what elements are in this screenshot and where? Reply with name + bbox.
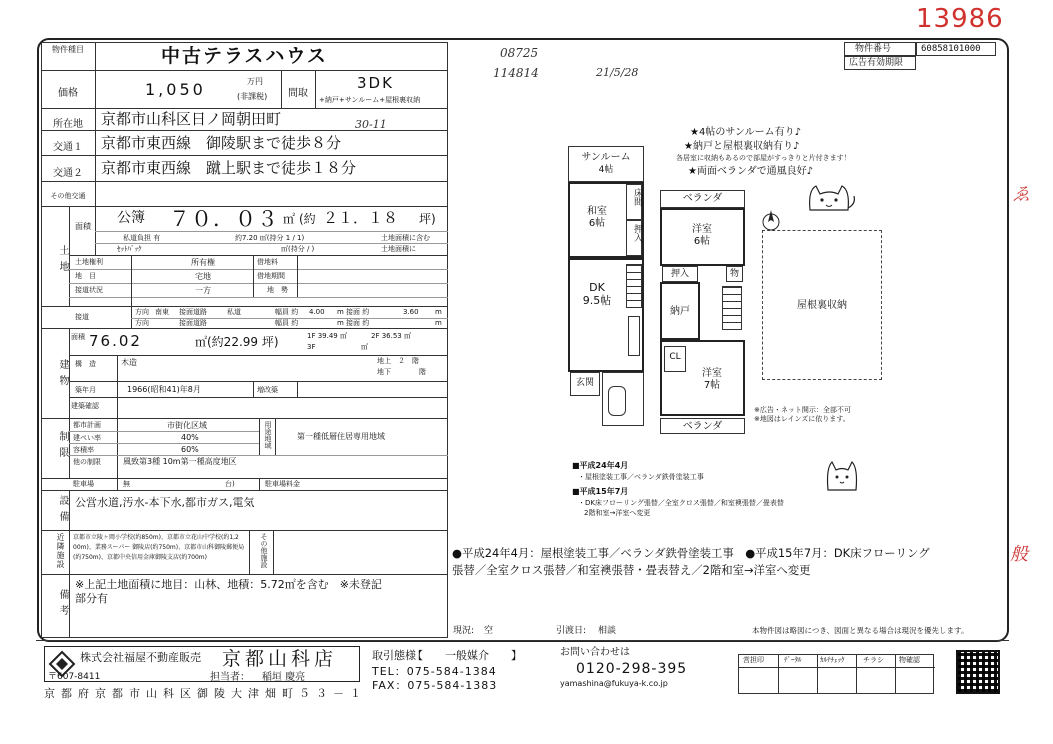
storage-small-label: 物 <box>729 269 739 279</box>
private-road: 私道負担 有 <box>123 234 161 242</box>
rep-label: 担当者： <box>210 672 250 683</box>
handover-value: 相談 <box>598 626 617 636</box>
road1-front-unit: m <box>435 308 442 316</box>
facilities-row <box>41 491 448 531</box>
building-floor-1: 1F 39.49 ㎡ <box>307 332 347 340</box>
remarks-label: 備考 <box>57 589 68 621</box>
yoshitsu-1-label <box>680 224 724 247</box>
road-condition: 一方 <box>195 286 211 295</box>
property-table <box>41 42 448 638</box>
parking-fee-label: 駐車場料金 <box>265 480 300 488</box>
zone-label: 用途地域 <box>264 421 272 449</box>
road1-type-label: 接面道路 <box>179 308 207 316</box>
city-plan-value: 市街化区域 <box>167 421 207 430</box>
remarks-line-1: ※上記土地面積に地目：山林、地積：5.72㎡を含む ※未登記 <box>75 578 382 591</box>
road-condition-label: 接道状況 <box>75 286 103 294</box>
row-location <box>41 109 448 131</box>
reform-2012-items: ・屋根塗装工事／ベランダ鉄骨塗装工事 <box>578 473 704 481</box>
sunroom-name: サンルーム <box>581 152 631 163</box>
current-status: 空 <box>484 626 494 636</box>
road1-type: 私道 <box>227 308 241 316</box>
road2-width-label: 幅員 約 <box>275 319 299 327</box>
floors-above: 地上 ２ 階 <box>377 357 419 365</box>
yoshitsu-1-name: 洋室 <box>692 224 712 235</box>
handwritten-code-2: 114814 <box>493 66 539 80</box>
road1-dir: 南東 <box>155 308 169 316</box>
far-label: 容積率 <box>73 446 94 454</box>
stamp-grid <box>738 654 934 694</box>
building-floor-3-unit: ㎡ <box>361 343 368 351</box>
handover-label: 引渡日: <box>556 626 587 636</box>
land-category: 宅地 <box>195 272 211 281</box>
coverage-label: 建ぺい率 <box>73 434 101 442</box>
feature-1: ★4帖のサンルーム有り♪ <box>690 127 801 138</box>
compass-icon <box>760 208 782 232</box>
sunroom-label <box>568 152 644 175</box>
ad-period-label: 広告有効期限 <box>849 58 904 68</box>
structure-label: 構 造 <box>75 360 96 368</box>
building-area-value: 76.02 <box>89 332 142 350</box>
coverage-value: 40% <box>181 433 199 442</box>
building-section <box>41 329 448 419</box>
traffic-1-label: 交通１ <box>53 142 83 153</box>
road2-type-label: 接面道路 <box>179 319 207 327</box>
price-value: 1,050 <box>145 80 206 99</box>
restrictions-section <box>41 419 448 479</box>
stamp-cell-1: 営担印 <box>743 656 764 664</box>
feature-3: ★両面ベランダで通風良好♪ <box>688 166 813 177</box>
building-confirm-label: 建築確認 <box>71 402 99 410</box>
road1-front-label: m 接面 約 <box>337 308 370 316</box>
lease-period-label: 借地期間 <box>257 272 285 280</box>
land-rights-label: 土地権利 <box>75 258 103 266</box>
parking-row <box>41 479 448 491</box>
inquiry-label: お問い合わせは <box>560 647 630 658</box>
reform-summary-1: ●平成24年4月：屋根塗装工事／ベランダ鉄骨塗装工事 ●平成15年7月：DK床フローリング <box>452 546 930 560</box>
veranda-top-label: ベランダ <box>682 193 723 204</box>
kitchen-counter <box>628 316 640 356</box>
row-other-traffic <box>41 182 448 207</box>
road2-front-unit: m <box>435 319 442 327</box>
parking-unit: 台) <box>225 480 235 488</box>
land-area-label: 面積 <box>75 222 91 231</box>
nearby-line-3: (約750m)、京都中央信用金庫御陵支店(約700m) <box>73 554 207 561</box>
handwritten-mark-top: ゑ <box>1012 184 1030 205</box>
land-area-tsubo-prefix: (約 <box>299 212 316 226</box>
company-address: 京都府京都市山科区御陵大津畑町５３－１ <box>44 687 367 700</box>
row-type <box>41 42 448 71</box>
road1-front: 3.60 <box>403 308 419 316</box>
dk-name: DK <box>589 281 605 294</box>
lease-fee-label: 借地料 <box>257 258 278 266</box>
sunroom-size: 4帖 <box>598 164 614 175</box>
reform-2003-heading: ■平成15年7月 <box>572 487 629 496</box>
closet-label: CL <box>669 352 681 362</box>
other-traffic-label: その他交通 <box>50 192 86 200</box>
property-number-label-cell <box>844 42 916 56</box>
handwritten-code-1: 08725 <box>500 46 539 60</box>
company-name: 京都山科店 <box>222 648 338 670</box>
company-postal: 〒607-8411 <box>48 672 101 682</box>
document-number: 13986 <box>916 4 1004 34</box>
floors-below: 地下 階 <box>377 368 426 376</box>
reins-note: ※地図はレインズに依ります。 <box>754 415 850 423</box>
oshiire-1-label: 押入 <box>632 224 642 242</box>
reform-2003-items-1: ・DK床フローリング張替／全室クロス張替／和室襖張替／畳表替 <box>578 499 784 507</box>
dk-size: 9.5帖 <box>582 293 612 307</box>
rep-name: 稲垣 慶亮 <box>262 672 306 683</box>
dk-label <box>574 282 620 307</box>
far-value: 60% <box>181 445 199 454</box>
company-name-prefix: 株式会社福屋不動産販売 <box>80 651 201 664</box>
tokonoma-label: 床間 <box>632 188 642 206</box>
row-price <box>41 71 448 109</box>
fax: FAX：075-584-1383 <box>372 679 498 692</box>
washitsu-name: 和室 <box>587 206 607 217</box>
oshiire-2-label: 押入 <box>670 269 689 279</box>
facilities-value: 公営水道,汚水-本下水,都市ガス,電気 <box>75 496 255 509</box>
washitsu-label <box>572 206 622 229</box>
layout-label: 間取 <box>288 88 308 99</box>
land-area-tsubo: ２１．１８ <box>323 209 399 227</box>
nearby-row <box>41 531 448 575</box>
setback-label: ｾｯﾄﾊﾞｯｸ <box>117 245 142 253</box>
trade-label: 取引態様 <box>372 649 416 662</box>
yoshitsu-2-size: 7帖 <box>703 379 721 391</box>
road-label: 接道 <box>75 313 89 321</box>
property-number: 60858101000 <box>921 44 981 54</box>
road1-width-label: 幅員 約 <box>275 308 299 316</box>
road2-front-label: m 接面 約 <box>337 319 370 327</box>
building-section-label: 建物 <box>57 359 68 391</box>
yoshitsu-2-name: 洋室 <box>702 368 722 379</box>
land-area-value: ７０．０３ <box>169 207 279 231</box>
built-label: 築年月 <box>75 386 96 394</box>
land-category-label: 地 目 <box>75 272 96 280</box>
private-road-area: 約7.20 ㎡(持分 1 / 1) <box>235 234 305 242</box>
genkan-label: 玄関 <box>575 378 594 388</box>
price-label: 価格 <box>58 88 78 99</box>
zone-value: 第一種低層住居専用地域 <box>297 432 385 441</box>
handwritten-date: 21/5/28 <box>596 66 639 79</box>
layout-note: +納戸+サンルーム+屋根裏収納 <box>319 96 421 104</box>
floorplan-1f <box>568 146 658 426</box>
remarks-line-2: 部分有 <box>75 592 108 605</box>
built-value: 1966(昭和41)年8月 <box>127 385 201 394</box>
stamp-cell-4: チラシ <box>863 656 884 664</box>
building-floor-3: 3F <box>307 343 316 351</box>
traffic-2-value: 京都市東西線 蹴上駅まで徒歩１８分 <box>101 159 357 177</box>
setback-note: 土地面積に <box>381 245 416 253</box>
layout-value: 3DK <box>357 74 394 92</box>
page-title: 中古テラスハウス <box>161 45 328 67</box>
bathtub <box>608 386 626 416</box>
land-area-m2-unit: ㎡ <box>283 212 296 226</box>
current-status-label: 現況: <box>453 626 475 636</box>
ad-period-label-cell <box>844 56 916 70</box>
stamp-cell-5: 物確認 <box>899 656 920 664</box>
freedial: 0120-298-395 <box>576 661 688 677</box>
type-label: 物件種目 <box>52 45 84 54</box>
land-section-label: 土地 <box>57 245 68 277</box>
ad-disclosure-note: ※広告・ネット開示：全部不可 <box>754 406 851 414</box>
tel: TEL：075-584-1384 <box>372 665 497 678</box>
location-label: 所在地 <box>53 119 83 130</box>
cat-mascot-icon <box>802 180 858 218</box>
row-traffic-2 <box>41 156 448 182</box>
restrictions-section-label: 制限 <box>57 431 68 463</box>
trade-value: 【 一般媒介 】 <box>412 649 522 662</box>
feature-sub-note: 各居室に収納もあるので部屋がすっきりと片付きます！ <box>676 154 851 162</box>
price-tax-note: (非課税) <box>237 92 268 101</box>
feature-2: ★納戸と屋根裏収納有り♪ <box>684 141 800 152</box>
property-number-label: 物件番号 <box>855 44 892 54</box>
building-area-label: 面積 <box>71 333 85 341</box>
other-restrictions-value: 風致第3種 10m第一種高度地区 <box>123 457 237 466</box>
traffic-1-value: 京都市東西線 御陵駅まで徒歩８分 <box>101 134 342 152</box>
road2-dir-label: 方向 <box>135 319 149 327</box>
handwritten-address-number: 30-11 <box>355 118 387 131</box>
private-road-note: 土地面積に含む <box>381 234 430 242</box>
attic-label: 屋根裏収納 <box>797 300 847 311</box>
nearby-line-1: 京都市立陵ヶ岡小学校(約850m)、京都市立花山中学校(約1,2 <box>73 534 239 541</box>
qr-code <box>956 650 1000 694</box>
traffic-2-label: 交通２ <box>53 168 83 179</box>
row-traffic-1 <box>41 131 448 156</box>
setback-value: ㎡(持分 / ) <box>281 245 315 253</box>
floorplan-2f <box>660 190 745 436</box>
stamp-cell-2: ﾃﾞｰﾀﾙ <box>784 656 802 664</box>
facilities-label: 設備 <box>57 495 68 527</box>
terrain-label: 地 勢 <box>267 286 288 294</box>
nearby-line-2: 00m)、業務スーパー 御陵店(約750m)、京都市山科御陵郵便局 <box>73 544 245 551</box>
nearby-other-label: その他施設 <box>260 533 268 568</box>
nearby-label: 近隣施設 <box>56 533 65 569</box>
property-number-cell <box>916 42 996 56</box>
company-email: yamashina@fukuya-k.co.jp <box>560 679 668 688</box>
stamp-cell-3: ｶﾙﾃﾁｪｯｸ <box>820 656 845 664</box>
building-floor-2: 2F 36.53 ㎡ <box>371 332 411 340</box>
extension-label: 増改築 <box>257 386 278 394</box>
land-area-kind: 公簿 <box>117 210 145 226</box>
road-rows <box>41 307 448 329</box>
yoshitsu-2-label <box>690 368 734 391</box>
reform-summary-2: 張替／全室クロス張替／和室襖張替・畳表替え／2階和室→洋室へ変更 <box>452 563 811 577</box>
nando-label: 納戸 <box>670 306 690 317</box>
disclaimer: 本物件図は略図につき、図面と異なる場合は現況を優先します。 <box>752 626 969 635</box>
land-area-tsubo-unit: 坪) <box>419 212 436 226</box>
stairs-1f <box>626 264 642 308</box>
city-plan-label: 都市計画 <box>73 421 101 429</box>
structure-value: 木造 <box>121 358 137 367</box>
cat-mascot-2-icon <box>822 456 862 496</box>
road1-dir-label: 方向 <box>135 308 149 316</box>
land-section <box>41 207 448 307</box>
remarks-row <box>41 575 448 638</box>
veranda-bottom-label: ベランダ <box>682 421 723 432</box>
other-restrictions-label: 他の制限 <box>73 458 101 466</box>
yoshitsu-1-size: 6帖 <box>693 235 711 247</box>
handwritten-mark-bottom: 般 <box>1010 544 1028 565</box>
land-rights: 所有権 <box>191 258 215 267</box>
road1-width: 4.00 <box>309 308 325 316</box>
stairs-2f <box>722 286 742 330</box>
location-value: 京都市山科区日ノ岡朝田町 <box>101 110 282 128</box>
building-area-tsubo: ㎡(約22.99 坪) <box>195 335 279 349</box>
reform-2012-heading: ■平成24年4月 <box>572 461 629 470</box>
reform-2003-items-2: 2階和室→洋室へ変更 <box>584 509 651 517</box>
washitsu-size: 6帖 <box>588 217 606 229</box>
parking-label: 駐車場 <box>73 480 94 488</box>
price-unit: 万円 <box>247 77 263 86</box>
parking-value: 無 <box>123 480 130 488</box>
